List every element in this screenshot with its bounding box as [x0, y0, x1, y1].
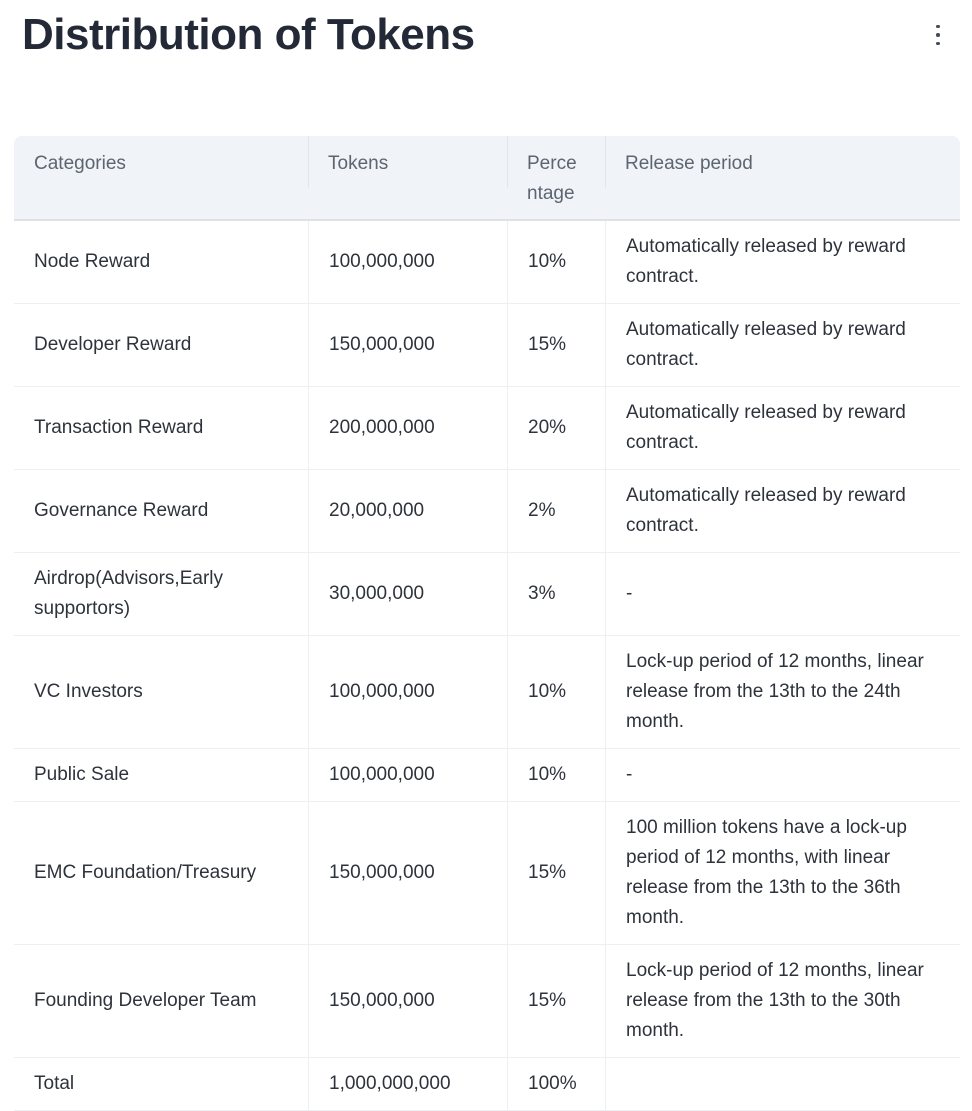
cell-release-period: Automatically released by reward contract. [605, 470, 960, 553]
cell-category: Governance Reward [14, 470, 308, 553]
table-body [14, 221, 960, 1111]
cell-percentage: 10% [507, 636, 605, 749]
cell-category: Founding Developer Team [14, 945, 308, 1058]
cell-tokens: 100,000,000 [308, 749, 507, 802]
cell-release-period: Automatically released by reward contract. [605, 304, 960, 387]
cell-release-period: 100 million tokens have a lock-up period of 12 months, with linear release from the 13th to the 36th month. [605, 802, 960, 945]
cell-percentage: 10% [507, 221, 605, 304]
table-row [14, 304, 960, 387]
more-options-button[interactable] [924, 18, 952, 52]
cell-tokens: 100,000,000 [308, 636, 507, 749]
kebab-menu-icon [936, 25, 940, 46]
cell-tokens: 200,000,000 [308, 387, 507, 470]
column-header-categories: Categories [14, 136, 308, 221]
table-row [14, 636, 960, 749]
token-distribution-table [14, 136, 960, 1111]
table-row [14, 945, 960, 1058]
cell-release-period [605, 1058, 960, 1111]
cell-category: VC Investors [14, 636, 308, 749]
cell-tokens: 30,000,000 [308, 553, 507, 636]
cell-percentage: 2% [507, 470, 605, 553]
cell-tokens: 20,000,000 [308, 470, 507, 553]
cell-release-period: Lock-up period of 12 months, linear release from the 13th to the 30th month. [605, 945, 960, 1058]
cell-category: Transaction Reward [14, 387, 308, 470]
cell-percentage: 10% [507, 749, 605, 802]
table-row [14, 1058, 960, 1111]
table-row [14, 802, 960, 945]
table-row [14, 470, 960, 553]
table-row [14, 553, 960, 636]
column-header-percentage: Percentage [507, 136, 605, 221]
cell-release-period: Lock-up period of 12 months, linear release from the 13th to the 24th month. [605, 636, 960, 749]
column-header-release-period: Release period [605, 136, 960, 221]
cell-tokens: 150,000,000 [308, 802, 507, 945]
cell-category: EMC Foundation/Treasury [14, 802, 308, 945]
cell-percentage: 15% [507, 304, 605, 387]
cell-percentage: 15% [507, 802, 605, 945]
cell-percentage: 20% [507, 387, 605, 470]
cell-category: Airdrop(Advisors,Early supportors) [14, 553, 308, 636]
column-header-tokens: Tokens [308, 136, 507, 221]
cell-percentage: 15% [507, 945, 605, 1058]
table-row [14, 221, 960, 304]
kebab-dot [936, 42, 940, 46]
cell-release-period: Automatically released by reward contract. [605, 221, 960, 304]
cell-percentage: 100% [507, 1058, 605, 1111]
cell-release-period: - [605, 553, 960, 636]
page-header [0, 0, 972, 59]
cell-release-period: Automatically released by reward contract. [605, 387, 960, 470]
cell-percentage: 3% [507, 553, 605, 636]
table-header [14, 136, 960, 221]
cell-release-period: - [605, 749, 960, 802]
header-row [14, 136, 960, 221]
table-row [14, 749, 960, 802]
page-title: Distribution of Tokens [22, 10, 475, 59]
cell-tokens: 150,000,000 [308, 945, 507, 1058]
cell-tokens: 1,000,000,000 [308, 1058, 507, 1111]
kebab-dot [936, 25, 940, 29]
kebab-dot [936, 33, 940, 37]
cell-category: Total [14, 1058, 308, 1111]
cell-category: Node Reward [14, 221, 308, 304]
cell-category: Developer Reward [14, 304, 308, 387]
cell-tokens: 100,000,000 [308, 221, 507, 304]
cell-category: Public Sale [14, 749, 308, 802]
table-row [14, 387, 960, 470]
cell-tokens: 150,000,000 [308, 304, 507, 387]
